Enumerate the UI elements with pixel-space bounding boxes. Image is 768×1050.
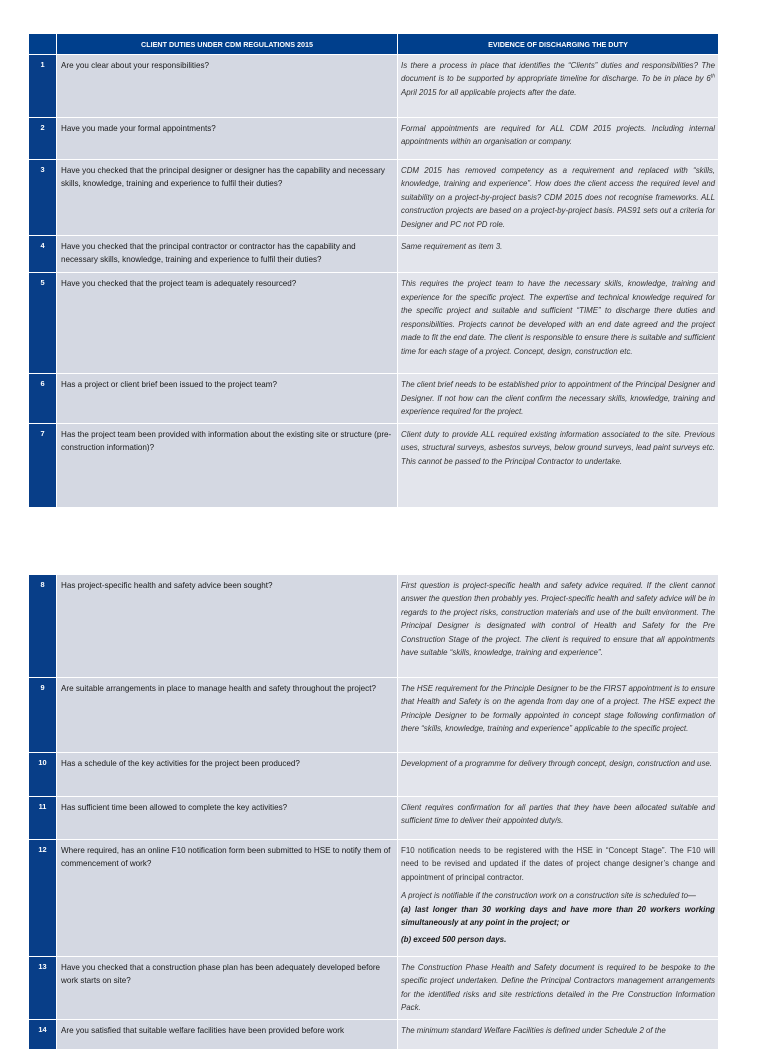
- duty-question: Have you checked that the project team is adequately resourced?: [57, 273, 398, 374]
- evidence-text: Formal appointments are required for ALL CDM 2015 projects. Including internal appointments within an organisation or company.: [398, 118, 719, 160]
- cdm-duties-table-part-2: [28, 574, 719, 1050]
- evidence-text: Client requires confirmation for all parties that they have been allocated suitable and sufficient time to deliver their appointed duty/s.: [398, 797, 719, 840]
- evidence-text: The client brief needs to be established prior to appointment of the Principal Designer and Designer. If not how can the client confirm the necessary skills, knowledge, training and experience required for the project.: [398, 374, 719, 423]
- duty-question: Has sufficient time been allowed to complete the key activities?: [57, 797, 398, 840]
- table-row: [29, 840, 719, 957]
- row-number: 12: [29, 840, 57, 957]
- duty-question: Has a project or client brief been issued to the project team?: [57, 374, 398, 423]
- table-row: [29, 236, 719, 273]
- table-row: [29, 575, 719, 678]
- evidence-text: CDM 2015 has removed competency as a requirement and replaced with “skills, knowledge, training and experience”. How does the client access the required level and suitability on a project-by-project basis? CDM 2015 does not recognise frameworks. ALL construction projects are based on a project-by-project basis. PAS91 sets out a criteria for Designer and PC not PD role.: [398, 160, 719, 236]
- table-row: [29, 423, 719, 507]
- duty-question: Are suitable arrangements in place to manage health and safety throughout the project?: [57, 678, 398, 753]
- evidence-text: This requires the project team to have the necessary skills, knowledge, training and experience for the specific project. The expertise and technical knowledge required for the specific project and suitable and sufficient “TIME” to discharge there duties and responsibilities. Projects cannot be developed with an end date agreed and the project made to fit the end date. The client is responsible to ensure there is suitable and sufficient time for each stage of a project. Concept, design, construction etc.: [398, 273, 719, 374]
- duty-question: Are you satisfied that suitable welfare facilities have been provided before work: [57, 1019, 398, 1049]
- evidence-paragraph: A project is notifiable if the construction work on a construction site is scheduled to—: [401, 891, 696, 901]
- evidence-text: Development of a programme for delivery through concept, design, construction and use.: [398, 753, 719, 797]
- duty-question: Has the project team been provided with information about the existing site or structure (pre-construction information)?: [57, 423, 398, 507]
- cdm-duties-table-part-1: [28, 33, 719, 508]
- table-header-row: [29, 34, 719, 55]
- row-number: 2: [29, 118, 57, 160]
- row-number: 3: [29, 160, 57, 236]
- evidence-paragraph: F10 notification needs to be registered with the HSE in “Concept Stage”. The F10 will need to be revised and updated if the dates of project change designer’s change and appointment of principal contractor.: [401, 846, 715, 882]
- row-number: 1: [29, 55, 57, 118]
- row-number: 13: [29, 957, 57, 1020]
- row-number: 11: [29, 797, 57, 840]
- evidence-text: The HSE requirement for the Principle Designer to be the FIRST appointment is to ensure that Health and Safety is on the agenda from day one of a project. The HSE expect the Principle Designer to be formally appointed in concept stage following confirmation of there “skills, knowledge, training and experience” applicable to the specific project.: [398, 678, 719, 753]
- evidence-text: [398, 840, 719, 957]
- table-row: [29, 753, 719, 797]
- duty-question: Have you made your formal appointments?: [57, 118, 398, 160]
- table-row: [29, 118, 719, 160]
- table-row: [29, 273, 719, 374]
- duty-question: Have you checked that the principal contractor or contractor has the capability and necessary skills, knowledge, training and experience to fulfil their duties?: [57, 236, 398, 273]
- duty-question: Has project-specific health and safety advice been sought?: [57, 575, 398, 678]
- table-row: [29, 678, 719, 753]
- evidence-text: Client duty to provide ALL required existing information associated to the site. Previous uses, structural surveys, asbestos surveys, below ground surveys, lead paint surveys etc. This cannot be passed to the Principal Contractor to undertake.: [398, 423, 719, 507]
- table-row: [29, 160, 719, 236]
- evidence-text: The Construction Phase Health and Safety document is required to be bespoke to the specific project undertaken. Define the Principal Contractors management arrangements for the identified risks and site restrictions detailed in the Pre Construction Information Pack.: [398, 957, 719, 1020]
- evidence-text: Is there a process in place that identifies the “Clients” duties and responsibilities? The document is to be supported by appropriate timeline for discharge. To be in place by 6th April 2015 for all applicable projects after the date.: [398, 55, 719, 118]
- table-row: [29, 55, 719, 118]
- row-number: 4: [29, 236, 57, 273]
- duty-question: Have you checked that a construction phase plan has been adequately developed before work starts on site?: [57, 957, 398, 1020]
- evidence-text: First question is project-specific health and safety advice required. If the client cannot answer the question then probably yes. Project-specific health and safety advice will be in regards to the project risks, construction materials and use of the built environment. The Principal Designer is designated with control of Health and Safety for the Pre Construction Stage of the project. The client is required to ensure that all appointments have suitable “skills, knowledge, training and experience”.: [398, 575, 719, 678]
- duty-question: Have you checked that the principal designer or designer has the capability and necessary skills, knowledge, training and experience to fulfil their duties?: [57, 160, 398, 236]
- row-number: 9: [29, 678, 57, 753]
- table-row: [29, 374, 719, 423]
- evidence-paragraph: (a) last longer than 30 working days and have more than 20 workers working simultaneously at any point in the project; or: [401, 904, 715, 928]
- evidence-text: Same requirement as item 3.: [398, 236, 719, 273]
- row-number: 10: [29, 753, 57, 797]
- header-evidence: EVIDENCE OF DISCHARGING THE DUTY: [398, 34, 719, 55]
- row-number: 6: [29, 374, 57, 423]
- duty-question: Are you clear about your responsibilities?: [57, 55, 398, 118]
- header-client-duties: CLIENT DUTIES UNDER CDM REGULATIONS 2015: [57, 34, 398, 55]
- duty-question: Has a schedule of the key activities for the project been produced?: [57, 753, 398, 797]
- row-number: 14: [29, 1019, 57, 1049]
- table-row: [29, 797, 719, 840]
- evidence-text: The minimum standard Welfare Facilities is defined under Schedule 2 of the: [398, 1019, 719, 1049]
- evidence-paragraph: (b) exceed 500 person days.: [401, 934, 507, 944]
- header-number-cell: [29, 34, 57, 55]
- row-number: 5: [29, 273, 57, 374]
- row-number: 7: [29, 423, 57, 507]
- row-number: 8: [29, 575, 57, 678]
- duty-question: Where required, has an online F10 notification form been submitted to HSE to notify them of commencement of work?: [57, 840, 398, 957]
- table-row: [29, 957, 719, 1020]
